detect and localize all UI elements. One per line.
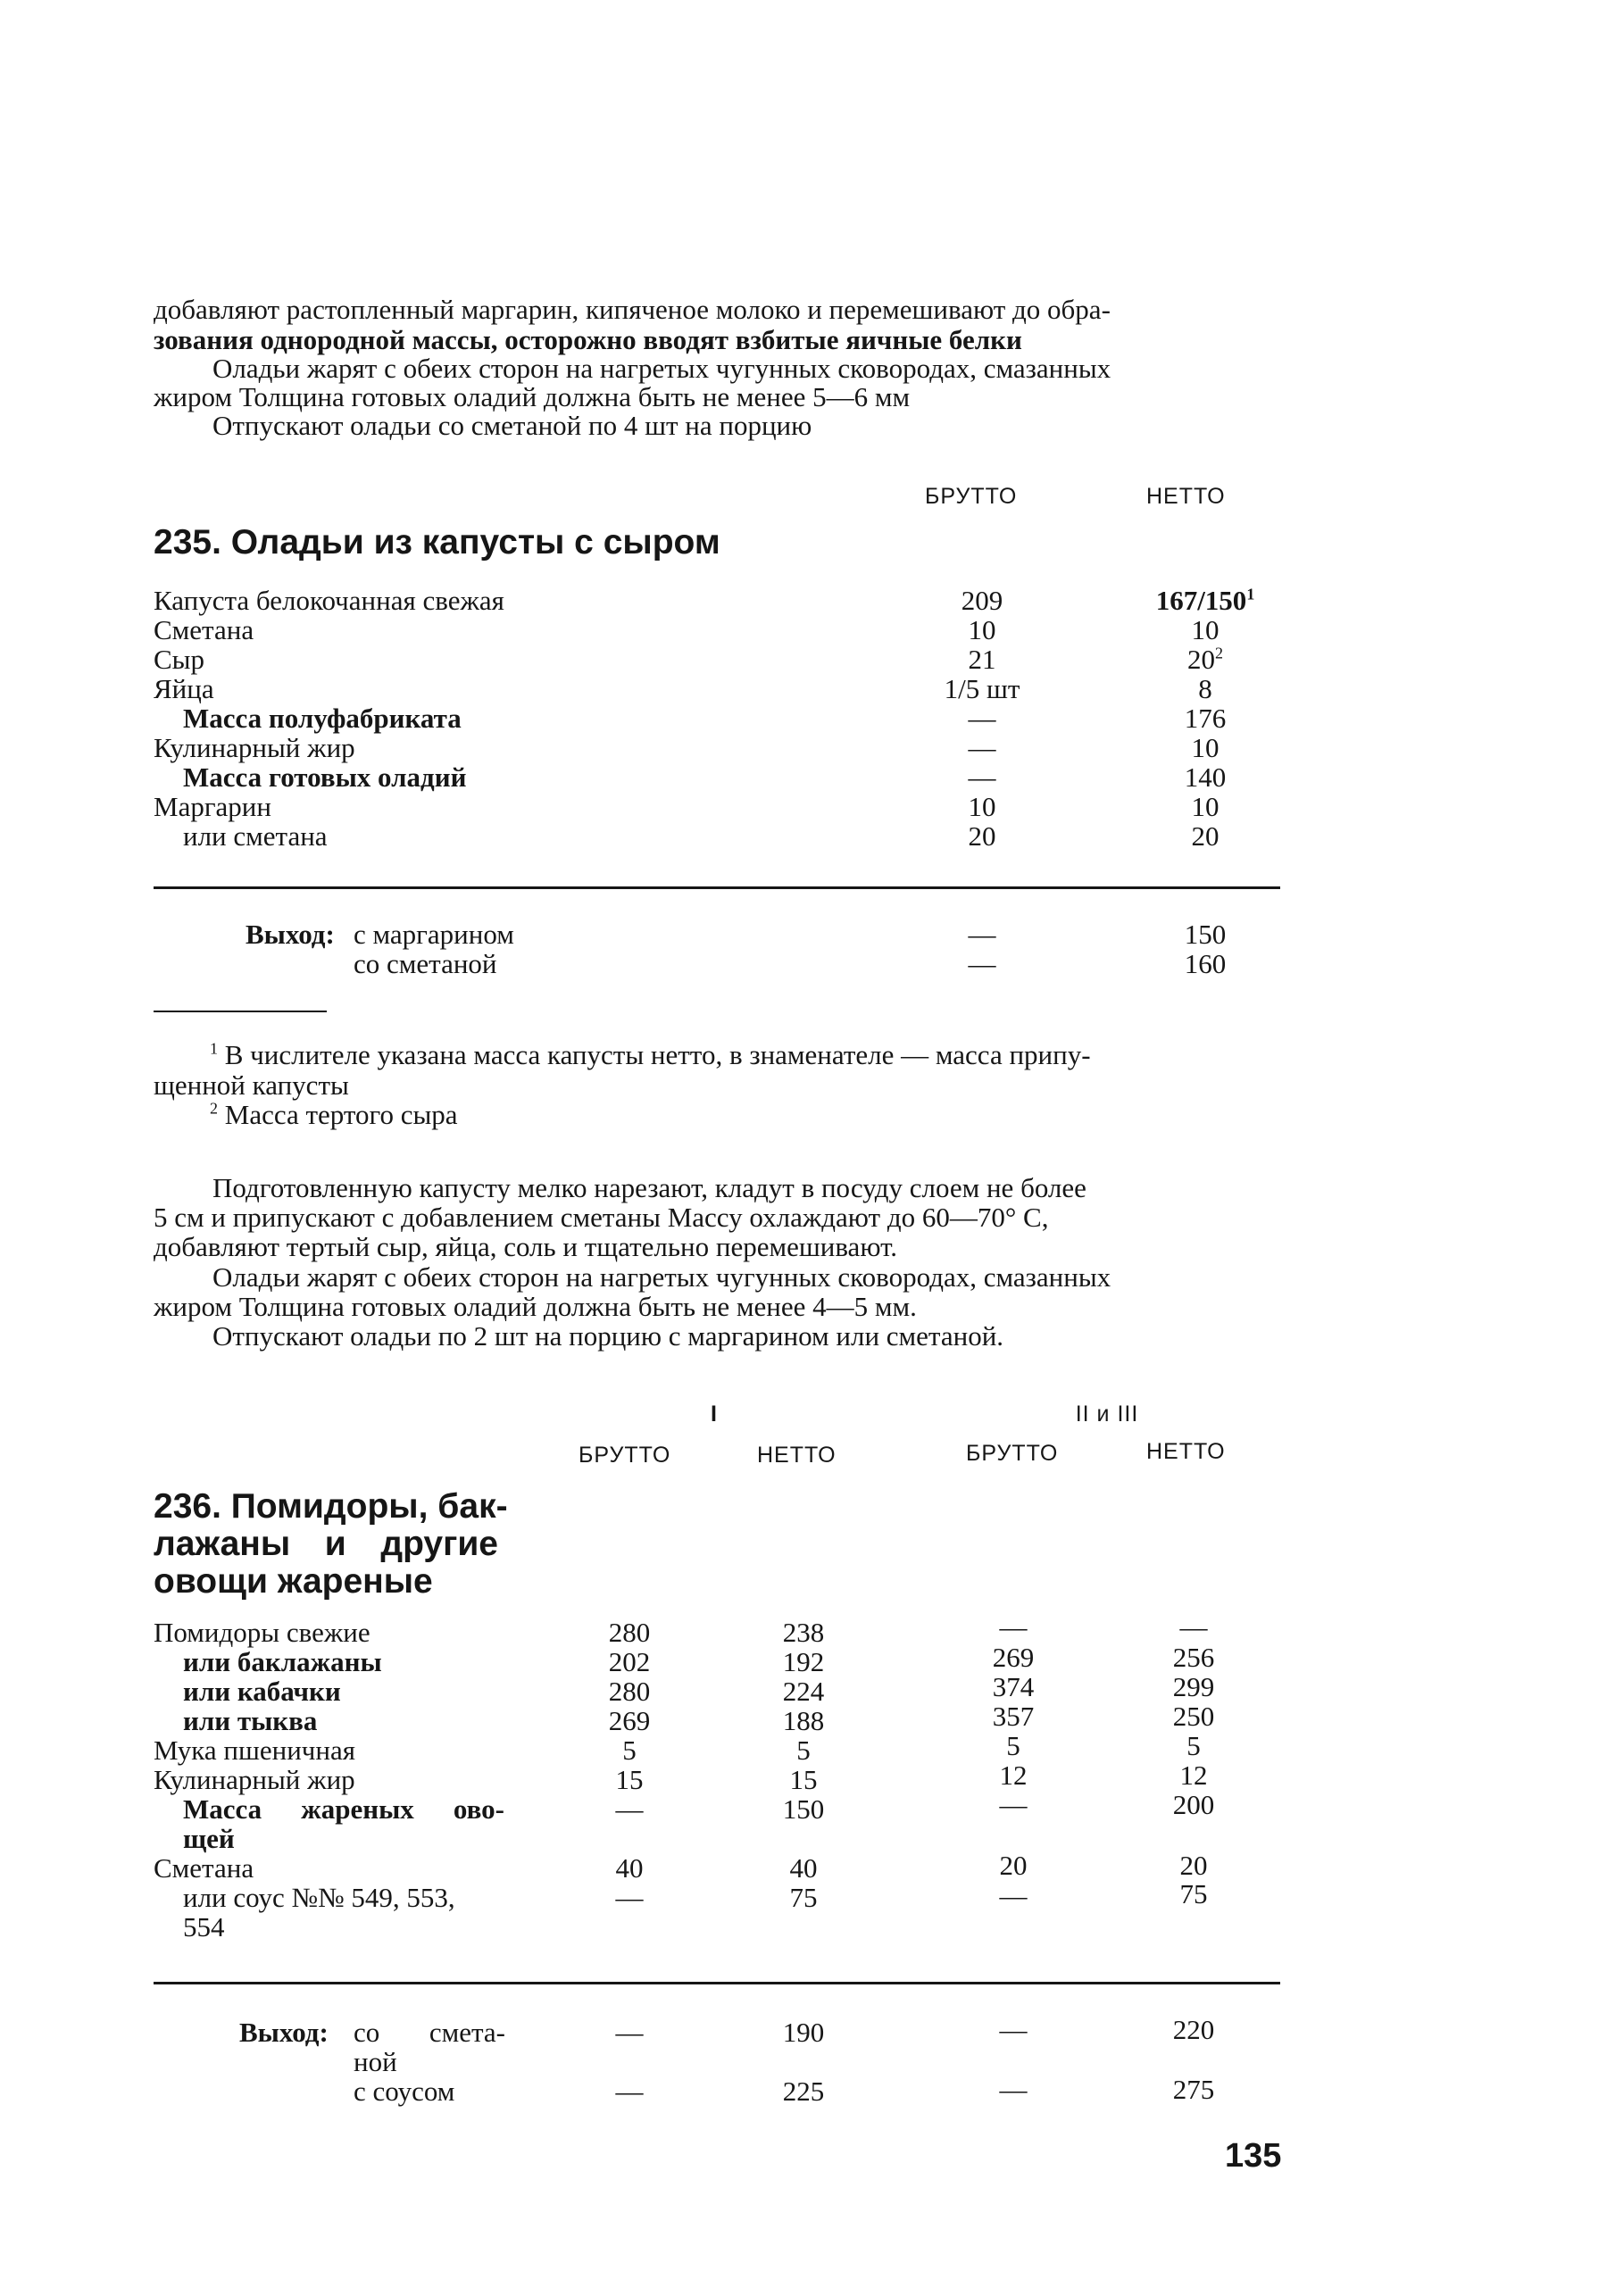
r236-row-n1: 40 — [789, 1852, 818, 1884]
r236-row-name-cont: 554 — [183, 1911, 225, 1942]
intro-line-2: зования однородной массы, осторожно вводят взбитые яичные белки — [154, 324, 1022, 355]
r236-row-b2: — — [999, 1789, 1028, 1820]
r236-row-n1: 15 — [789, 1764, 818, 1795]
r236-row-b1: — — [615, 1882, 644, 1913]
r236-row-b2: 374 — [992, 1671, 1035, 1702]
r236-row-name: или баклажаны — [183, 1646, 382, 1677]
r235-method-line-1: Подготовленную капусту мелко нарезают, кладут в посуду слоем не более — [212, 1172, 1086, 1203]
r235-row-name: Капуста белокочанная свежая — [154, 585, 504, 616]
r236-row-name: или тыква — [183, 1705, 318, 1736]
r236-yield-b1: — — [615, 2076, 644, 2107]
r236-row-n2: — — [1179, 1611, 1208, 1643]
r235-row-name: Яйца — [154, 673, 214, 704]
r236-yield-n1: 225 — [782, 2076, 825, 2107]
footnote-1-cont: щенной капусты — [154, 1069, 349, 1101]
r236-row-n1: 75 — [789, 1882, 818, 1913]
r236-table-rule — [154, 1982, 1280, 1984]
r235-row-name: или сметана — [183, 820, 328, 852]
r236-row-name: Кулинарный жир — [154, 1764, 355, 1795]
r236-row-b2: 20 — [999, 1850, 1028, 1881]
r236-yield-b2: — — [999, 2074, 1028, 2105]
intro-line-3: Оладьи жарят с обеих сторон на нагретых чугунных сковородах, смазанных — [212, 353, 1111, 384]
r236-row-b2: — — [999, 1880, 1028, 1911]
r235-yield-label: Выход: — [246, 919, 335, 950]
intro-line-5: Отпускают оладьи со сметаной по 4 шт на порцию — [212, 410, 812, 441]
r236-row-b1: 5 — [622, 1734, 637, 1766]
r236-row-b2: 5 — [1006, 1730, 1020, 1761]
r236-col-netto-1: НЕТТО — [757, 1443, 837, 1468]
r236-row-n2: 256 — [1172, 1642, 1215, 1673]
r236-group-1: I — [711, 1402, 718, 1427]
r235-row-name: Сметана — [154, 614, 254, 645]
r236-row-n2: 250 — [1172, 1701, 1215, 1732]
r236-row-name: Сметана — [154, 1852, 254, 1884]
r236-yield-label: Выход: — [239, 2017, 329, 2048]
r235-col-netto: НЕТТО — [1146, 484, 1226, 509]
r235-yield-name: со сметаной — [354, 948, 497, 979]
r236-row-b1: 269 — [608, 1705, 651, 1736]
footnote-1: $^1$ В числителе указана масса капусты нетто, в знаменателе — масса припу- — [210, 1039, 1091, 1070]
r235-row-name: Сыр — [154, 644, 205, 675]
r236-row-n2: 12 — [1179, 1759, 1208, 1791]
r236-row-b1: 280 — [608, 1617, 651, 1648]
r236-yield-name: с соусом — [354, 2076, 455, 2107]
r236-row-b2: — — [999, 1611, 1028, 1643]
r235-col-brutto: БРУТТО — [925, 484, 1018, 509]
r236-row-n1: 188 — [782, 1705, 825, 1736]
r236-row-b1: — — [615, 1793, 644, 1825]
r236-col-netto-2: НЕТТО — [1146, 1439, 1226, 1464]
intro-line-4: жиром Толщина готовых оладий должна быть не менее 5—6 мм — [154, 381, 911, 412]
r236-row-b2: 269 — [992, 1642, 1035, 1673]
r235-row-netto: 10 — [1191, 732, 1220, 763]
footnote-mark: 1 — [210, 1039, 218, 1058]
r235-title: 235. Оладьи из капусты с сыром — [154, 523, 720, 562]
r235-yield-brutto: — — [968, 919, 996, 950]
r236-row-n2: 200 — [1172, 1789, 1215, 1820]
r236-row-b2: 12 — [999, 1759, 1028, 1791]
r236-row-n1: 150 — [782, 1793, 825, 1825]
r236-yield-b1: — — [615, 2017, 644, 2048]
r236-col-brutto-2: БРУТТО — [966, 1441, 1059, 1466]
r235-row-brutto: — — [968, 703, 996, 734]
r235-yield-brutto: — — [968, 948, 996, 979]
r235-row-name: Маргарин — [154, 791, 271, 822]
r235-yield-name: с маргарином — [354, 919, 514, 950]
r236-row-n2: 5 — [1186, 1730, 1201, 1761]
r236-row-name: Помидоры свежие — [154, 1617, 370, 1648]
r235-yield-netto: 160 — [1184, 948, 1227, 979]
r236-row-b2: 357 — [992, 1701, 1035, 1732]
r236-row-n2: 75 — [1179, 1878, 1208, 1909]
r235-row-netto: 10 — [1191, 614, 1220, 645]
r235-row-brutto: 209 — [961, 585, 1003, 616]
footnote-2: $^2$ Масса тертого сыра — [210, 1099, 458, 1130]
r236-title-line-2: лажаны и другие — [154, 1525, 498, 1563]
intro-line-1: добавляют растопленный маргарин, кипяченое молоко и перемешивают до обра- — [154, 294, 1111, 325]
r235-method-line-5: жиром Толщина готовых оладий должна быть не менее 4—5 мм. — [154, 1291, 917, 1322]
r236-row-n2: 20 — [1179, 1850, 1208, 1881]
r236-yield-name: со смета- — [354, 2017, 505, 2048]
r236-row-n1: 5 — [796, 1734, 811, 1766]
r236-row-name-cont: щей — [183, 1823, 235, 1854]
footnote-mark: 1 — [1246, 585, 1255, 603]
r235-row-netto: 8 — [1198, 673, 1212, 704]
r235-method-line-4: Оладьи жарят с обеих сторон на нагретых чугунных сковородах, смазанных — [212, 1261, 1111, 1293]
r235-yield-netto: 150 — [1184, 919, 1227, 950]
r236-row-n1: 224 — [782, 1676, 825, 1707]
r235-method-line-6: Отпускают оладьи по 2 шт на порцию с маргарином или сметаной. — [212, 1320, 1004, 1352]
r235-row-name: Масса готовых оладий — [183, 761, 467, 793]
r236-title-line-1: 236. Помидоры, бак- — [154, 1487, 508, 1526]
r235-row-brutto: — — [968, 761, 996, 793]
r236-yield-n2: 275 — [1172, 2074, 1215, 2105]
r235-row-brutto: 10 — [968, 614, 996, 645]
r236-group-2: II и III — [1075, 1402, 1139, 1427]
r236-row-b1: 202 — [608, 1646, 651, 1677]
r235-method-line-3: добавляют тертый сыр, яйца, соль и тщательно перемешивают. — [154, 1231, 898, 1262]
r236-yield-n2: 220 — [1172, 2014, 1215, 2045]
r235-row-netto: 176 — [1184, 703, 1227, 734]
footnote-mark: 2 — [1215, 644, 1223, 662]
r235-row-name: Масса полуфабриката — [183, 703, 462, 734]
r236-row-b1: 40 — [615, 1852, 644, 1884]
r236-row-name: Мука пшеничная — [154, 1734, 355, 1766]
r236-title-line-3: овощи жареные — [154, 1562, 433, 1601]
r236-row-b1: 280 — [608, 1676, 651, 1707]
r236-row-name: Масса жареных ово- — [183, 1793, 504, 1825]
r235-row-name: Кулинарный жир — [154, 732, 355, 763]
r236-row-n2: 299 — [1172, 1671, 1215, 1702]
r235-row-brutto: 21 — [968, 644, 996, 675]
r235-method-line-2: 5 см и припускают с добавлением сметаны Массу охлаждают до 60—70° С, — [154, 1202, 1049, 1233]
r236-row-n1: 238 — [782, 1617, 825, 1648]
r235-row-netto: 10 — [1191, 791, 1220, 822]
r235-row-netto: $20^2$ — [1187, 644, 1223, 675]
page-number: 135 — [1225, 2137, 1282, 2175]
footnote-rule — [154, 1011, 327, 1012]
r235-row-netto: 140 — [1184, 761, 1227, 793]
r236-col-brutto-1: БРУТТО — [579, 1443, 671, 1468]
r236-row-n1: 192 — [782, 1646, 825, 1677]
r235-table-rule — [154, 886, 1280, 889]
r235-row-brutto: 10 — [968, 791, 996, 822]
r235-row-netto: $167/150^1$ — [1155, 585, 1255, 616]
r236-row-name: или кабачки — [183, 1676, 341, 1707]
r236-yield-b2: — — [999, 2014, 1028, 2045]
r235-row-netto: 20 — [1191, 820, 1220, 852]
r235-row-brutto: 1/5 шт — [944, 673, 1020, 704]
r236-row-name: или соус №№ 549, 553, — [183, 1882, 455, 1913]
r236-yield-n1: 190 — [782, 2017, 825, 2048]
r235-row-brutto: 20 — [968, 820, 996, 852]
footnote-mark: 2 — [210, 1099, 218, 1118]
r236-row-b1: 15 — [615, 1764, 644, 1795]
r235-row-brutto: — — [968, 732, 996, 763]
r236-yield-name-cont: ной — [354, 2046, 397, 2077]
